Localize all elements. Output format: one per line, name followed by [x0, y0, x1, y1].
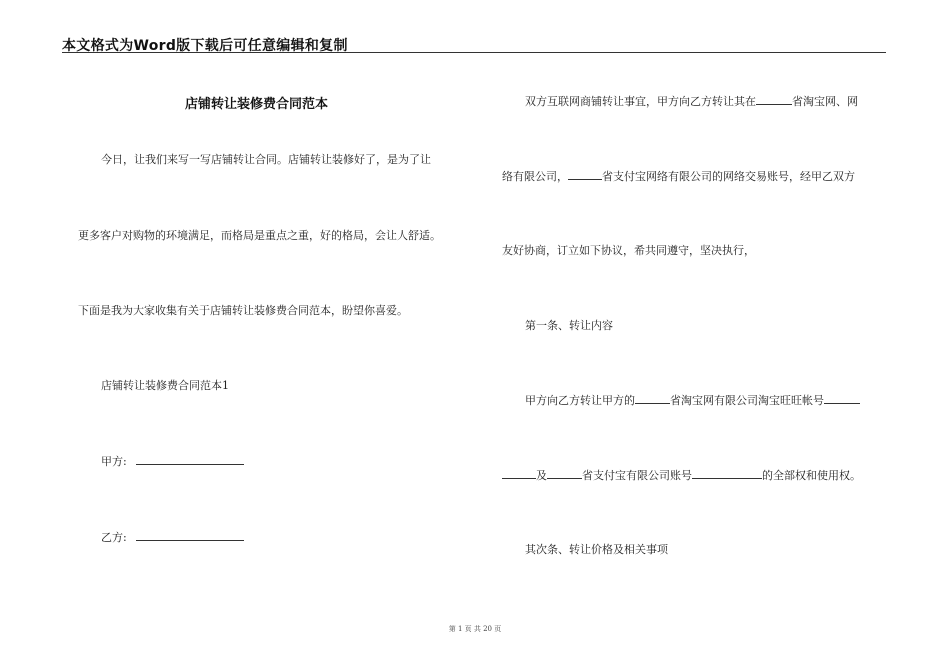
right-line-6 [502, 468, 861, 483]
article-2-heading: 其次条、转让价格及相关事项 [525, 543, 668, 556]
right-line-5 [525, 393, 860, 408]
section-heading-sample-1: 店铺转让装修费合同范本1 [101, 379, 229, 392]
right-line-2-text-a: 络有限公司， [502, 170, 568, 183]
document-title: 店铺转让装修费合同范本 [185, 97, 329, 112]
left-paragraph-2: 更多客户对购物的环境满足，而格局是重点之重，好的格局，会让人舒适。 [78, 229, 441, 242]
party-a-blank [136, 454, 244, 465]
account-blank-lead [502, 468, 536, 479]
word-format-banner: 本文格式为Word版下载后可任意编辑和复制 [62, 38, 348, 54]
party-b-label: 乙方: [101, 531, 127, 544]
wangwang-account-blank [824, 393, 860, 404]
article-1-heading: 第一条、转让内容 [525, 319, 613, 332]
right-line-1 [525, 94, 858, 109]
right-line-1-text-b: 省淘宝网、网 [792, 95, 858, 108]
page-number-footer: 第 1 页 共 20 页 [448, 625, 502, 633]
province-blank-2 [568, 169, 602, 180]
right-line-6-text-c: 的全部权和使用权。 [762, 469, 861, 482]
right-line-5-text-a: 甲方向乙方转让甲方的 [525, 394, 635, 407]
left-paragraph-1: 今日，让我们来写一写店铺转让合同。店铺转让装修好了，是为了让 [101, 153, 431, 166]
left-paragraph-3: 下面是我为大家收集有关于店铺转让装修费合同范本，盼望你喜爱。 [78, 304, 408, 317]
province-blank-3 [635, 393, 670, 404]
party-b-blank [136, 530, 244, 541]
right-line-5-text-b: 省淘宝网有限公司淘宝旺旺帐号 [670, 394, 824, 407]
right-line-1-text-a: 双方互联网商铺转让事宜，甲方向乙方转让其在 [525, 95, 756, 108]
right-line-3: 友好协商，订立如下协议，希共同遵守，坚决执行， [502, 244, 755, 257]
party-a-line [101, 454, 244, 469]
province-blank-1 [756, 94, 792, 105]
right-line-2 [502, 169, 855, 184]
right-line-6-text-b: 省支付宝有限公司账号 [582, 469, 692, 482]
banner-divider [62, 52, 886, 53]
right-line-2-text-b: 省支付宝网络有限公司的网络交易账号，经甲乙双方 [602, 170, 855, 183]
province-blank-4 [547, 468, 582, 479]
alipay-account-blank [692, 468, 762, 479]
party-a-label: 甲方: [101, 455, 127, 468]
party-b-line [101, 530, 244, 545]
right-line-6-text-a: 及 [536, 469, 547, 482]
